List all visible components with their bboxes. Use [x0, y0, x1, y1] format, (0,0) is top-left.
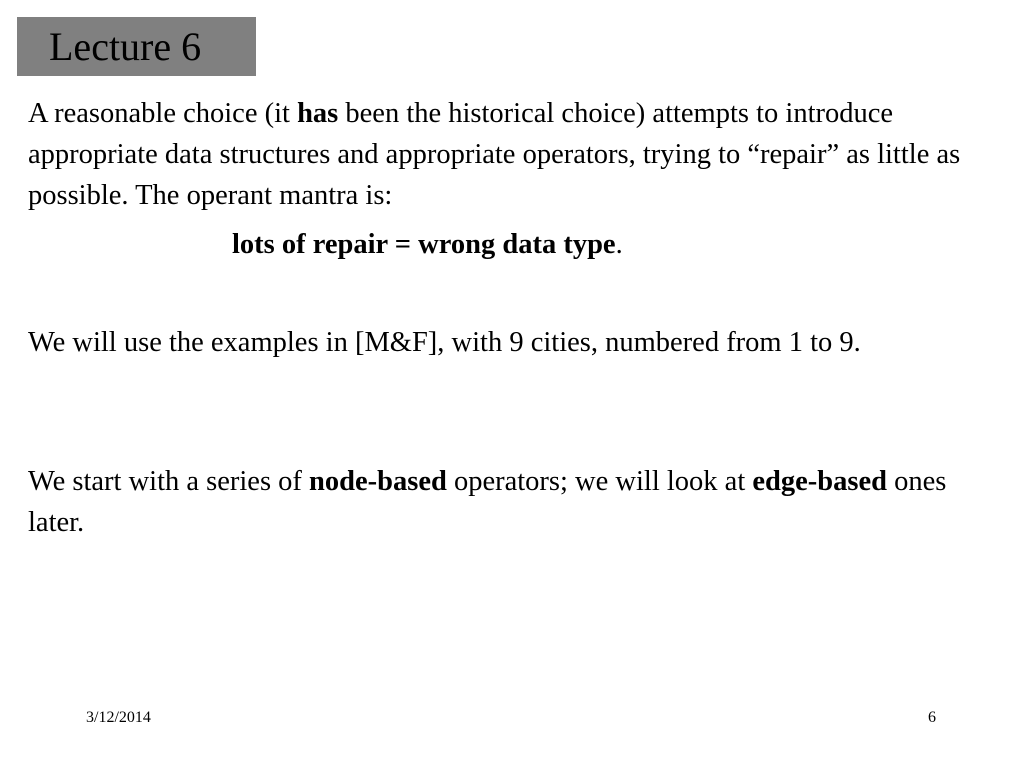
paragraph-operators-text-1: We start with a series of	[28, 466, 310, 497]
mantra-period: .	[615, 229, 623, 260]
paragraph-operators-text-3: ones later.	[28, 466, 947, 538]
footer-date: 3/12/2014	[86, 709, 151, 726]
paragraph-intro-bold-has: has	[297, 98, 339, 129]
mantra-bold-text: lots of repair = wrong data type	[232, 229, 616, 260]
paragraph-operators	[28, 461, 1000, 543]
title-box	[17, 17, 256, 76]
paragraph-examples: We will use the examples in [M&F], with 9 cities, numbered from 1 to 9.	[28, 327, 861, 358]
paragraph-operators-text-2: operators; we will look at	[446, 466, 753, 497]
paragraph-intro	[28, 93, 1000, 216]
mantra-line	[232, 224, 623, 265]
paragraph-operators-bold-edge-based: edge-based	[752, 466, 887, 497]
paragraph-operators-bold-node-based: node-based	[309, 466, 447, 497]
paragraph-intro-text-2: been the historical choice) attempts to introduce appropriate data structures and appropriate operators, trying to “repair” as little as possible. The operant mantra is:	[28, 98, 961, 211]
slide-title: Lecture 6	[49, 24, 202, 69]
paragraph-intro-text-1: A reasonable choice (it	[28, 98, 298, 129]
footer-page-number: 6	[928, 709, 936, 726]
